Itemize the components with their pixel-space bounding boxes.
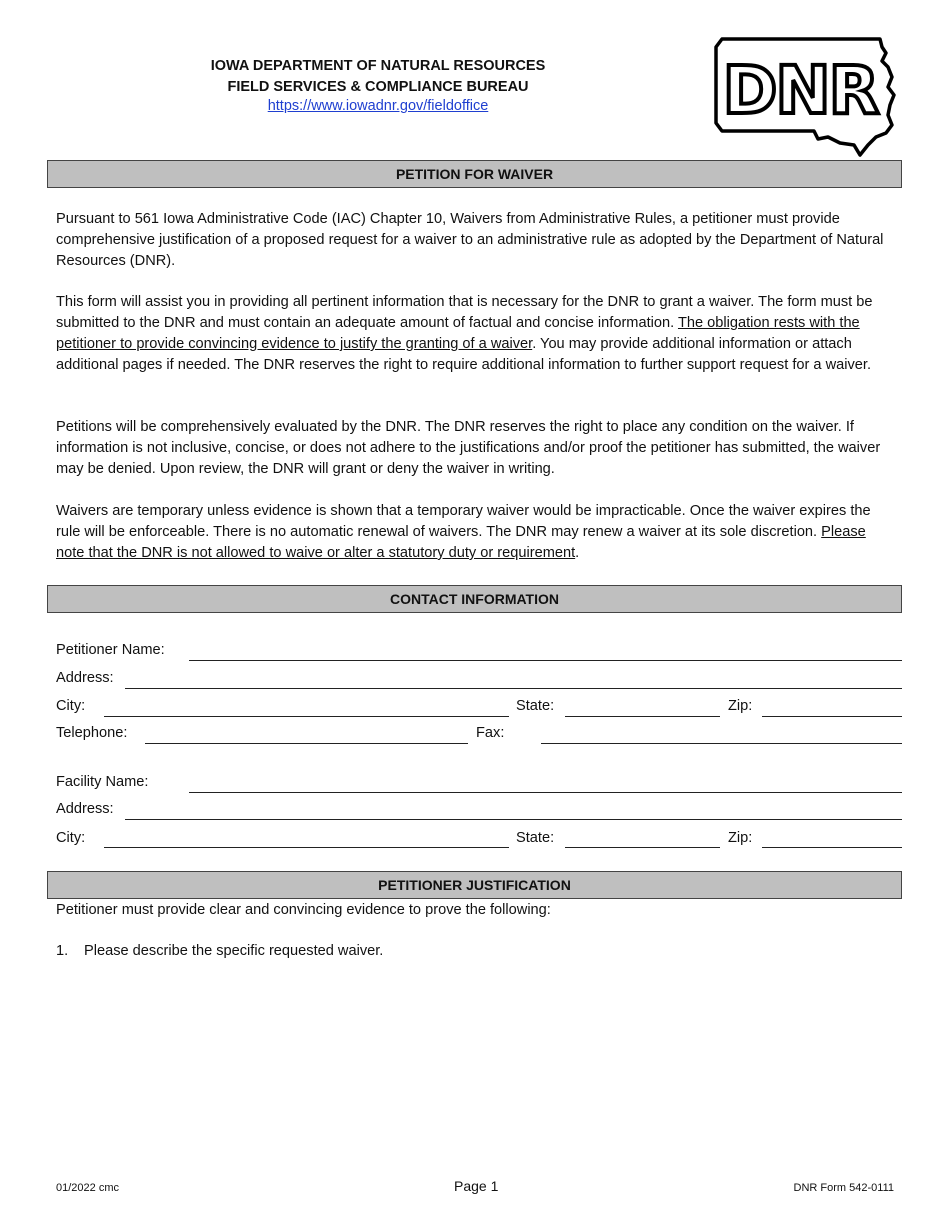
petitioner-address-label: Address: <box>56 670 114 686</box>
fax-field[interactable] <box>541 743 902 744</box>
telephone-label: Telephone: <box>56 725 128 741</box>
petitioner-zip-field[interactable] <box>762 716 902 717</box>
form-title-bar: PETITION FOR WAIVER <box>47 160 902 188</box>
facility-state-label: State: <box>516 830 555 846</box>
telephone-field[interactable] <box>145 743 468 744</box>
logo-text: DNR <box>722 52 878 129</box>
petitioner-city-field[interactable] <box>104 716 509 717</box>
intro-paragraph-2: This form will assist you in providing all pertinent information that is necessary for the DNR to grant a waiver. The form must be submitted to the DNR and must contain an adequate amount of factual and concise information. The obligation rests with the petitioner to provide convincing evidence to justify the granting of a waiver. You may provide additional information or attach additional pages if needed. The DNR reserves the right to require additional information to further support request for a waiver. <box>56 294 873 373</box>
facility-city-field[interactable] <box>104 847 509 848</box>
dnr-logo <box>710 33 900 157</box>
facility-state-field[interactable] <box>565 847 720 848</box>
petitioner-name-field[interactable] <box>189 660 902 661</box>
item-1-text: Please describe the specific requested waiver. <box>84 943 384 959</box>
footer-form-number: DNR Form 542-0111 <box>793 1182 894 1194</box>
facility-zip-label: Zip: <box>728 830 753 846</box>
bureau-name: FIELD SERVICES & COMPLIANCE BUREAU <box>227 79 529 95</box>
contact-section-header: CONTACT INFORMATION <box>47 585 902 613</box>
facility-address-label: Address: <box>56 801 114 817</box>
justification-lead: Petitioner must provide clear and convincing evidence to prove the following: <box>56 902 551 918</box>
petitioner-city-label: City: <box>56 698 86 714</box>
intro-paragraph-3: Petitions will be comprehensively evaluated by the DNR. The DNR reserves the right to place any condition on the waiver. If information is not inclusive, concise, or does not adhere to the justifications and/or proof the petitioner has submitted, the waiver may be denied. Upon review, the DNR will grant or deny the waiver in writing. <box>56 419 881 477</box>
intro-paragraph-1: Pursuant to 561 Iowa Administrative Code (IAC) Chapter 10, Waivers from Administrative Rules, a petitioner must provide comprehensive justification of a proposed request for a waiver to an administrative rule as adopted by the Department of Natural Resources (DNR). <box>56 211 884 269</box>
footer-page-number: Page 1 <box>454 1178 499 1194</box>
intro-paragraph-4: Waivers are temporary unless evidence is shown that a temporary waiver would be impracticable. Once the waiver expires the rule will be enforceable. There is no automatic renewal of waivers. The DNR may renew a waiver at its sole discretion. Please note that the DNR is not allowed to waive or alter a statutory duty or requirement. <box>56 503 871 561</box>
facility-zip-field[interactable] <box>762 847 902 848</box>
agency-name: IOWA DEPARTMENT OF NATURAL RESOURCES <box>210 58 546 74</box>
item-1-number: 1. <box>56 943 69 959</box>
petitioner-state-field[interactable] <box>565 716 720 717</box>
petitioner-name-label: Petitioner Name: <box>56 642 165 658</box>
statutory-note: Please note that the DNR is not allowed to waive or alter a statutory duty or requirement <box>56 524 866 561</box>
facility-address-field[interactable] <box>125 819 902 820</box>
facility-name-label: Facility Name: <box>56 774 149 790</box>
facility-city-label: City: <box>56 830 86 846</box>
justification-section-header: PETITIONER JUSTIFICATION <box>47 871 902 899</box>
petitioner-zip-label: Zip: <box>728 698 753 714</box>
footer-date: 01/2022 cmc <box>56 1182 119 1194</box>
petitioner-state-label: State: <box>516 698 555 714</box>
petitioner-address-field[interactable] <box>125 688 902 689</box>
obligation-note: The obligation rests with the petitioner to provide convincing evidence to justify the granting of a waiver <box>56 315 860 352</box>
fax-label: Fax: <box>476 725 505 741</box>
field-office-link[interactable]: https://www.iowadnr.gov/fieldoffice <box>267 98 489 114</box>
facility-name-field[interactable] <box>189 792 902 793</box>
